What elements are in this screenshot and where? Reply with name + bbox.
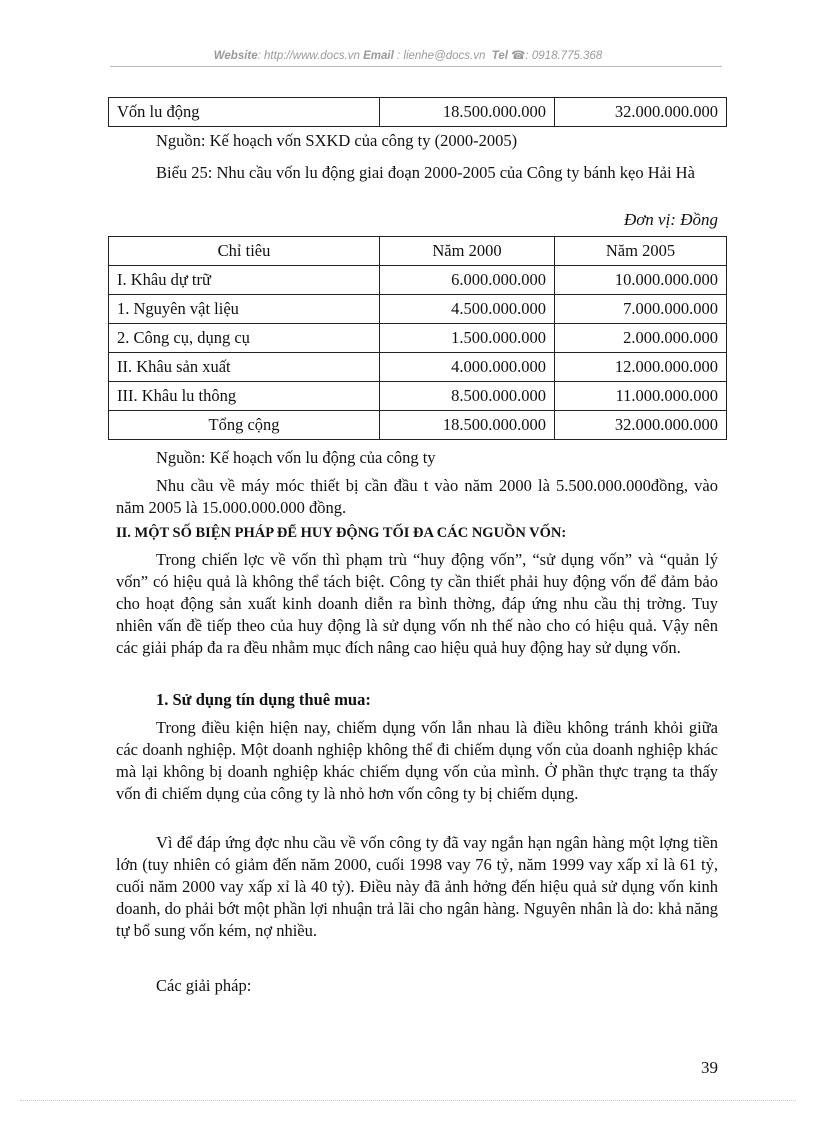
table-row (109, 382, 727, 411)
table-cell: 32.000.000.000 (555, 98, 727, 127)
table-cell: 18.500.000.000 (380, 411, 555, 440)
requirements-table (108, 236, 727, 440)
paragraph-4: Vì để đáp ứng đợc nhu cầu về vốn công ty đã vay ngắn hạn ngân hàng một lợng tiền lớn (tuy nhiên có giảm đến năm 2000, cuối 1998 vay 76 tỷ, năm 1999 vay xấp xỉ là 61 tỷ, cuối năm 2000 vay xấp xỉ là 40 tỷ). Điều này đã ảnh hởng đến hiệu quả sử dụng vốn kinh doanh, do phải bớt một phần lợi nhuận trả lãi cho ngân hàng. Nguyên nhân là do: khả năng tự bổ sung vốn kém, nợ nhiều. (116, 833, 718, 940)
table-row (109, 98, 727, 127)
table-cell: 6.000.000.000 (380, 266, 555, 295)
paragraph-2: Trong chiến lợc về vốn thì phạm trù “huy động vốn”, “sử dụng vốn” và “quản lý vốn” có hiệu quả là không thể tách biệt. Công ty cần thiết phải huy động vốn để đảm bảo cho hoạt động sản xuất kinh doanh diễn ra bình thờng, đáp ứng nhu cầu thị trờng. Tuy nhiên vấn đề tiếp theo của huy động là sử dụng vốn nh thế nào cho có hiệu quả. Vậy nên các giải pháp đa ra đều nhằm mục đích nâng cao hiệu quả huy động hay sử dụng vốn. (116, 550, 718, 657)
email-label: Email (363, 50, 394, 62)
subsection-title: 1. Sử dụng tín dụng thuê mua: (156, 690, 371, 709)
table-cell: 1.500.000.000 (380, 324, 555, 353)
website-label: Website (213, 50, 258, 62)
table-cell: 11.000.000.000 (555, 382, 727, 411)
table-cell: 8.500.000.000 (380, 382, 555, 411)
table-row (109, 353, 727, 382)
footer-rule (20, 1100, 796, 1101)
top-table (108, 97, 727, 127)
source-note-1: Nguồn: Kế hoạch vốn SXKD của công ty (2000-2005) (156, 131, 518, 150)
table-cell: II. Khâu sản xuất (109, 353, 380, 382)
tel-value: : 0918.775.368 (525, 50, 603, 62)
table-header-row (109, 237, 727, 266)
table-cell: I. Khâu dự trữ (109, 266, 380, 295)
table-cell: 4.500.000.000 (380, 295, 555, 324)
table-cell: 18.500.000.000 (380, 98, 555, 127)
table-row (109, 295, 727, 324)
table-cell: 2.000.000.000 (555, 324, 727, 353)
paragraph-1: Nhu cầu về máy móc thiết bị cần đầu t vào năm 2000 là 5.500.000.000đồng, vào năm 2005 là 15.000.000.000 đồng. (116, 476, 718, 517)
tel-label: Tel ☎ (491, 50, 526, 62)
column-header: Chỉ tiêu (109, 237, 380, 266)
section-title: II. MỘT SỐ BIỆN PHÁP ĐỂ HUY ĐỘNG TỐI ĐA CÁC NGUỒN VỐN: (116, 525, 567, 541)
table-total-row (109, 411, 727, 440)
table-cell: Vốn lu động (109, 98, 380, 127)
source-note-2: Nguồn: Kế hoạch vốn lu động của công ty (156, 448, 436, 467)
table-cell: III. Khâu lu thông (109, 382, 380, 411)
paragraph-5: Các giải pháp: (156, 976, 252, 995)
table-row (109, 324, 727, 353)
table-cell: Tổng cộng (109, 411, 380, 440)
column-header: Năm 2005 (555, 237, 727, 266)
table-cell: 7.000.000.000 (555, 295, 727, 324)
table-cell: 32.000.000.000 (555, 411, 727, 440)
page-header (0, 48, 816, 62)
page-number: 39 (701, 1058, 718, 1077)
table-cell: 12.000.000.000 (555, 353, 727, 382)
table-cell: 1. Nguyên vật liệu (109, 295, 380, 324)
table-row (109, 266, 727, 295)
paragraph-3: Trong điều kiện hiện nay, chiếm dụng vốn lẫn nhau là điều không tránh khỏi giữa các doanh nghiệp. Một doanh nghiệp không thể đi chiếm dụng vốn của doanh nghiệp khác mà lại không bị doanh nghiệp khác chiếm dụng vốn của mình. Ở phần thực trạng ta thấy vốn đi chiếm dụng của công ty là nhỏ hơn vốn công ty bị chiếm dụng. (116, 718, 718, 803)
website-value: : http://www.docs.vn (257, 50, 360, 62)
table-cell: 2. Công cụ, dụng cụ (109, 324, 380, 353)
header-rule (110, 66, 722, 67)
email-value: : lienhe@docs.vn (397, 50, 486, 62)
table-cell: 10.000.000.000 (555, 266, 727, 295)
column-header: Năm 2000 (380, 237, 555, 266)
table-caption: Biểu 25: Nhu cầu vốn lu động giai đoạn 2000-2005 của Công ty bánh kẹo Hải Hà (156, 163, 695, 182)
unit-label: Đơn vị: Đồng (623, 210, 718, 229)
table-cell: 4.000.000.000 (380, 353, 555, 382)
